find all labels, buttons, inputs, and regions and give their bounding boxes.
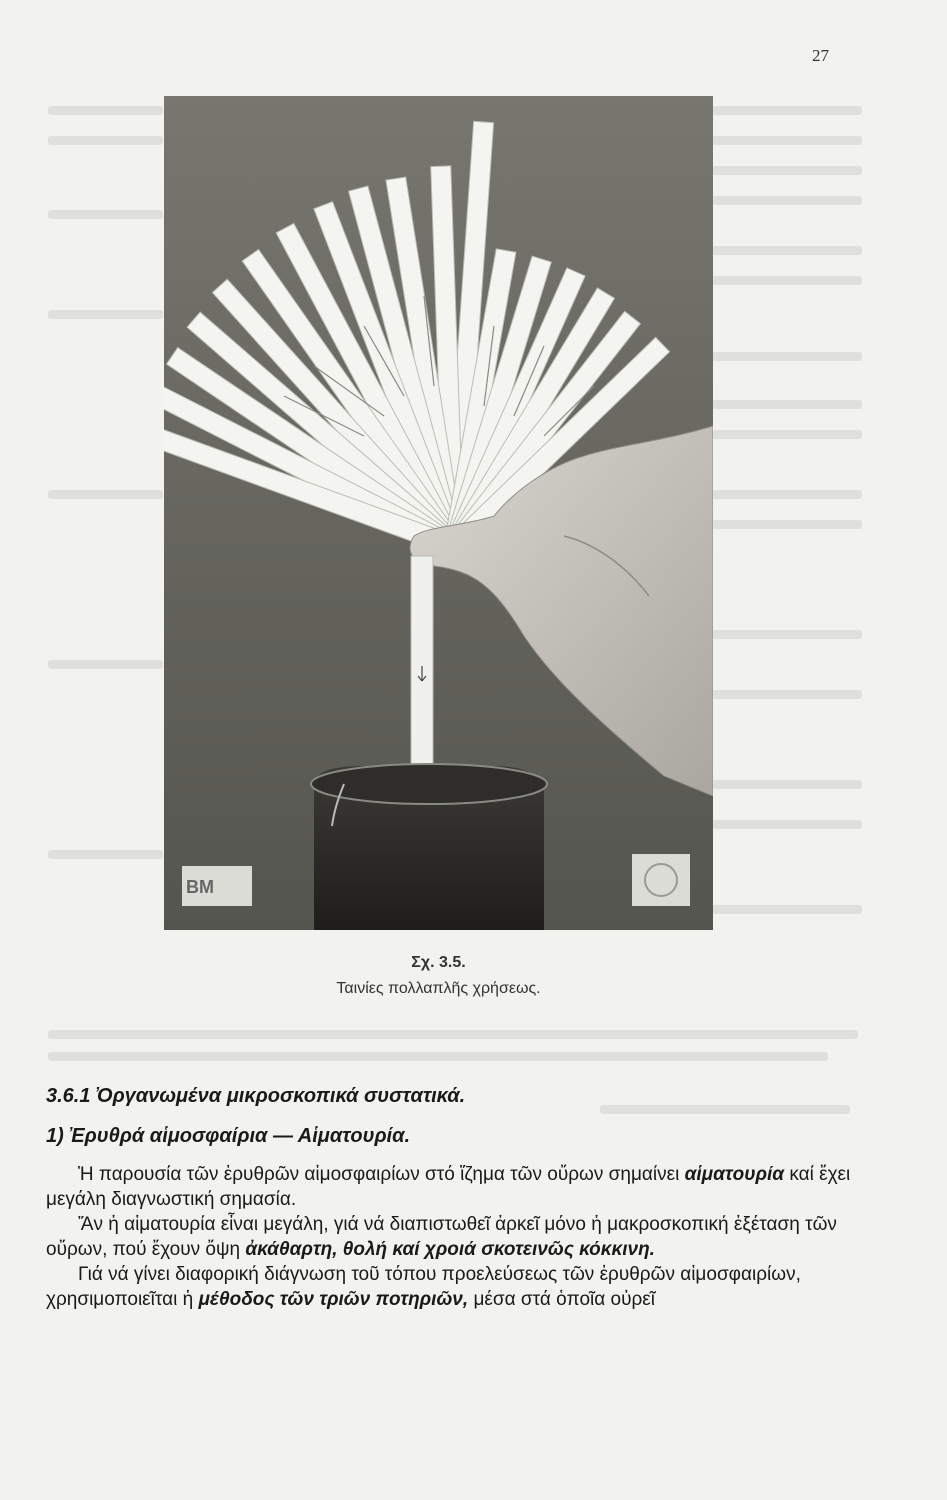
beaker xyxy=(311,764,547,930)
page-number: 27 xyxy=(812,46,829,65)
logo-bm-text: BM xyxy=(186,877,214,897)
p1-emphasis: αἱματουρία xyxy=(684,1164,785,1185)
p2-text-a: Ἄν ἡ αἱματουρία εἶναι μεγάλη, γιά νά διαπιστωθεῖ ἀρκεῖ μόνο ἡ μακροσκοπική ἐξέταση τῶν οὔρων, πού ἔχουν ὄψη xyxy=(46,1214,837,1260)
p1-text-a: Ἡ παρουσία τῶν ἐρυθρῶν αἱμοσφαιρίων στό ἵζημα τῶν οὔρων σημαίνει xyxy=(78,1164,685,1185)
figure-label: Σχ. 3.5. xyxy=(411,954,466,971)
p1-text-c: καί ἔχει μεγάλη διαγνωστική σημασία. xyxy=(46,1164,851,1210)
logo-right xyxy=(632,854,690,906)
paragraph-1 xyxy=(46,1162,863,1212)
paragraph-3 xyxy=(46,1262,863,1312)
p3-text-a: Γιά νά γίνει διαφορική διάγνωση τοῦ τόπου προελεύσεως τῶν ἐρυθρῶν αἱμοσφαιρίων, χρησιμοποιεῖται ἡ xyxy=(46,1264,801,1310)
body-text xyxy=(46,1162,863,1312)
figure-photo xyxy=(164,96,713,930)
urine-test-strips-photo xyxy=(164,96,713,930)
figure-caption: Ταινίες πολλαπλῆς χρήσεως. xyxy=(336,980,541,997)
p3-text-c: μέσα στά ὁποῖα οὐρεῖ xyxy=(468,1289,655,1310)
p2-emphasis: ἀκάθαρτη, θολή καί χροιά σκοτεινῶς κόκκινη. xyxy=(245,1239,655,1260)
section-subheading: 1) Ἐρυθρά αἱμοσφαίρια — Αἱματουρία. xyxy=(46,1125,411,1147)
paragraph-2 xyxy=(46,1212,863,1262)
p3-emphasis: μέθοδος τῶν τριῶν ποτηριῶν, xyxy=(198,1289,469,1310)
section-heading: 3.6.1 Ὀργανωμένα μικροσκοπικά συστατικά. xyxy=(46,1085,466,1107)
